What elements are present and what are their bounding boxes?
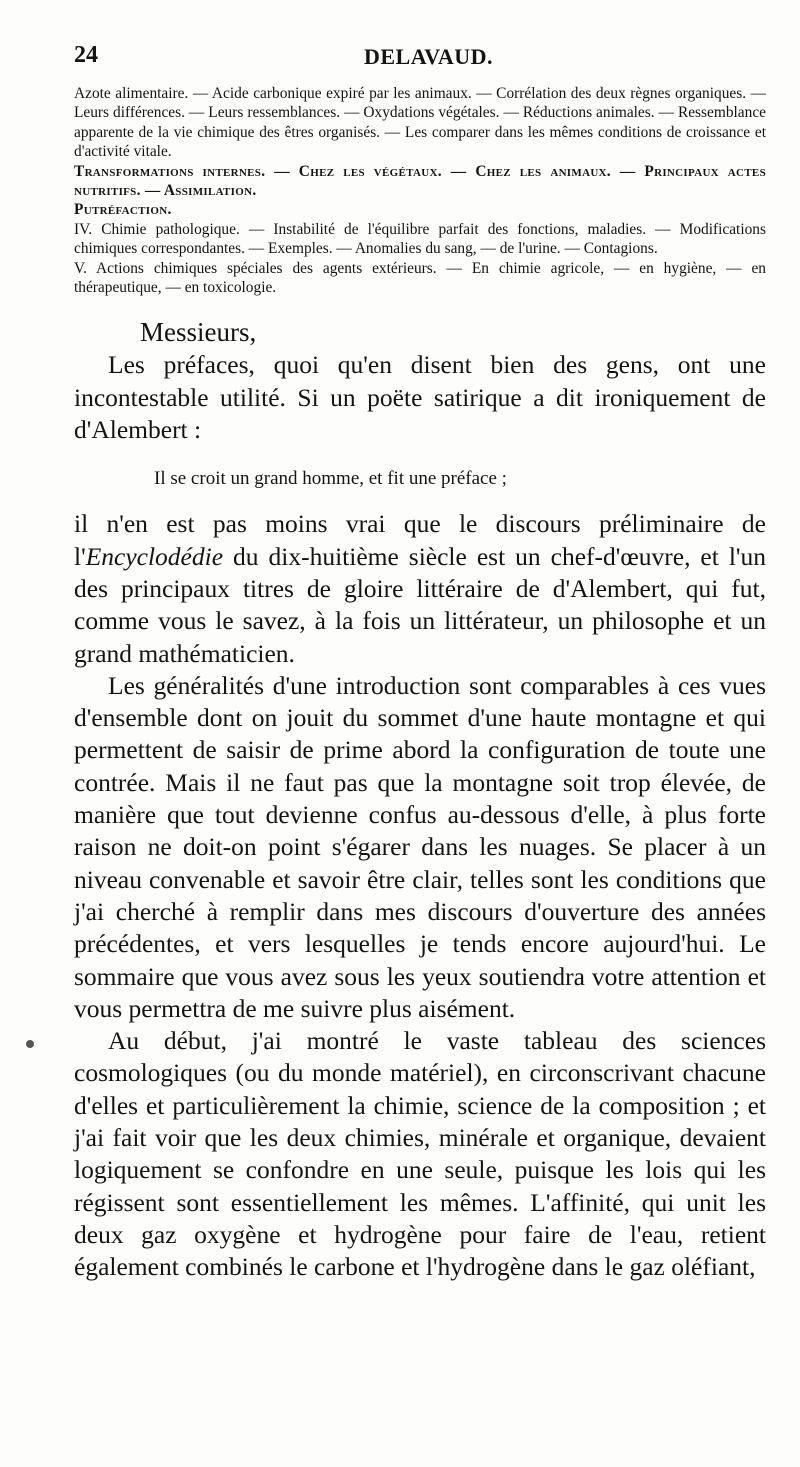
page-number: 24 xyxy=(74,42,98,68)
outline-entry: IV. Chimie pathologique. — Instabilité de l'équilibre parfait des fonctions, maladies. — Modifications chimiques correspondantes. — Exemples. — Anomalies du sang, — de l'urine. — Contagions. xyxy=(74,220,766,258)
page-header xyxy=(74,42,766,78)
salutation: Messieurs, xyxy=(140,317,257,348)
body-text xyxy=(74,349,766,1283)
running-head: DELAVAUD. xyxy=(364,44,494,69)
outline-entry: Transformations internes. — Chez les végétaux. — Chez les animaux. — Principaux actes nutritifs. — Assimilation. xyxy=(74,162,766,200)
paragraph: Au début, j'ai montré le vaste tableau des sciences cosmologiques (ou du monde matériel), en circonscrivant chacune d'elles et particulièrement la chimie, science de la composition ; et j'ai fait voir que les deux chimies, minérale et organique, devaient logiquement se confondre en une seule, puisque les lois qui les régissent sont essentiellement les mêmes. L'affinité, qui unit les deux gaz oxygène et hydrogène pour faire de l'eau, retient également combinés le carbone et l'hydrogène dans le gaz oléfiant, xyxy=(74,1026,766,1282)
outline-entry: Azote alimentaire. — Acide carbonique expiré par les animaux. — Corrélation des deux règnes organiques. — Leurs différences. — Leurs ressemblances. — Oxydations végétales. — Réductions animales. — Ressemblance apparente de la vie chimique des êtres organisés. — Les comparer dans les mêmes conditions de croissance et d'activité vitale. xyxy=(74,85,766,161)
outline-entry: Putréfaction. xyxy=(74,201,172,219)
paragraph: Les préfaces, quoi qu'en disent bien des gens, ont une incontestable utilité. Si un poëte satirique a dit ironiquement de d'Alembert : xyxy=(74,350,766,445)
page xyxy=(74,42,766,1283)
paragraph: Les généralités d'une introduction sont comparables à ces vues d'ensemble dont on jouit du sommet d'une haute montagne et qui permettent de saisir de prime abord la configuration de toute une contrée. Mais il ne faut pas que la montagne soit trop élevée, de manière que tout devienne confus au-dessous d'elle, à plus forte raison ne doit-on point s'égarer dans les nuages. Se placer à un niveau convenable et savoir être clair, telles sont les conditions que j'ai cherché à remplir dans mes discours d'ouverture des années précédentes, et vers lesquelles je tends encore aujourd'hui. Le sommaire que vous avez sous les yeux soutiendra votre attention et vous permettra de me suivre plus aisément. xyxy=(74,670,766,1023)
outline-entry: V. Actions chimiques spéciales des agents extérieurs. — En chimie agricole, — en hygiène, — en thérapeutique, — en toxicologie. xyxy=(74,259,766,297)
verse-quote: Il se croit un grand homme, et fit une préface ; xyxy=(154,468,507,490)
paragraph: il n'en est pas moins vrai que le discours préliminaire de l'Encyclodédie du dix-huitième siècle est un chef-d'œuvre, et l'un des principaux titres de gloire littéraire de d'Alembert, qui fut, comme vous le savez, à la fois un littérateur, un philosophe et un grand mathématicien. xyxy=(74,509,766,668)
work-title: Encyclodédie xyxy=(85,541,224,571)
summary-outline xyxy=(74,84,766,297)
ink-spot xyxy=(26,1040,34,1048)
